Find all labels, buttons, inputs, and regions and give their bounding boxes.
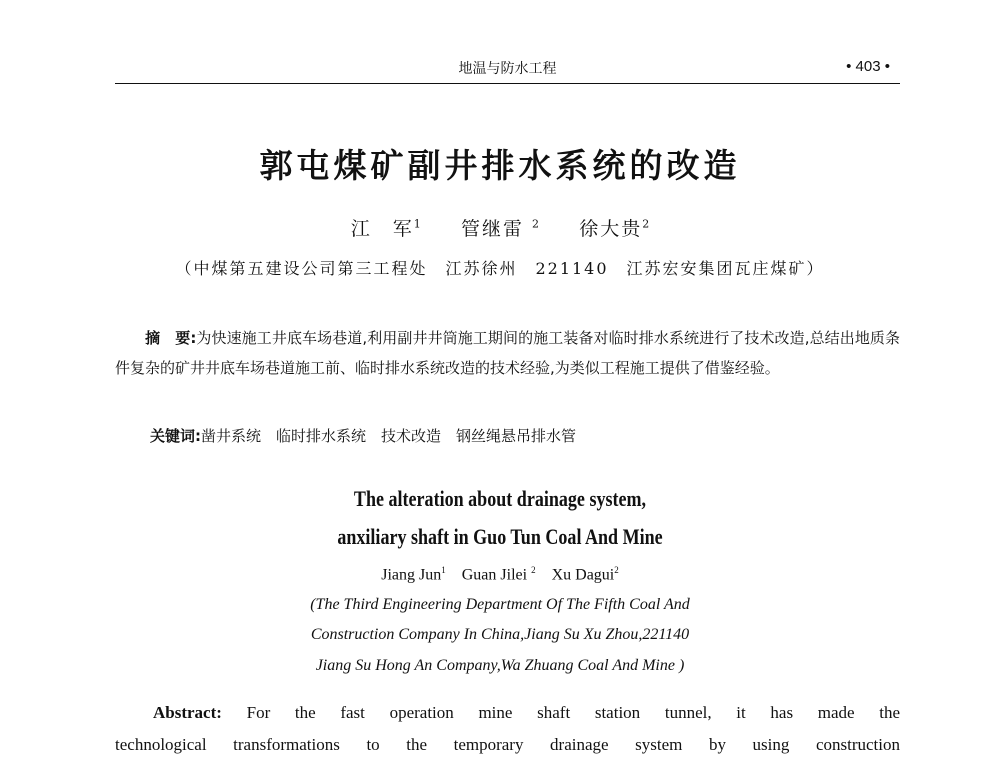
author-name: 徐大贵 [579, 218, 643, 240]
author-name: Xu Dagui [551, 566, 615, 584]
chinese-title: 郭屯煤矿副井排水系统的改造 [259, 146, 741, 185]
author-affil-mark: 2 [532, 217, 540, 231]
running-title: 地温与防水工程 [458, 61, 557, 77]
author-affil-mark: 1 [441, 565, 446, 575]
english-affiliation-line3: Jiang Su Hong An Company,Wa Zhuang Coal And Mine ) [315, 657, 685, 674]
page-number: • 403 • [846, 58, 890, 75]
chinese-authors [0, 214, 1000, 241]
author-name: 江 军 [350, 218, 414, 240]
chinese-abstract [115, 323, 900, 383]
author-name: Jiang Jun [381, 566, 442, 584]
english-affiliation-line1: (The Third Engineering Department Of The Fifth Coal And [310, 596, 690, 613]
english-authors [0, 565, 1000, 584]
author-name: Guan Jilei [461, 566, 528, 584]
keywords-text: 凿井系统 临时排水系统 技术改造 钢丝绳悬吊排水管 [201, 427, 577, 445]
abstract-text: For the fast operation mine shaft station tunnel, it has made the [246, 703, 900, 722]
abstract-text: 为快速施工井底车场巷道,利用副井井筒施工期间的施工装备对临时排水系统进行了技术改造,总结出地质条件复杂的矿井井底车场巷道施工前、临时排水系统改造的技术经验,为类似工程施工提供了借鉴经验。 [115, 329, 900, 377]
english-abstract-line2: technological transformations to the temporary drainage system by using construction [115, 735, 900, 754]
chinese-affiliation: （中煤第五建设公司第三工程处 江苏徐州 221140 江苏宏安集团瓦庄煤矿） [175, 259, 825, 278]
header-rule [115, 83, 900, 84]
author-affil-mark: 2 [531, 565, 536, 575]
english-title-line1: The alteration about drainage system, [353, 486, 647, 511]
author-affil-mark: 2 [642, 217, 650, 231]
running-header [115, 56, 900, 78]
english-abstract [115, 697, 900, 761]
chinese-keywords [150, 425, 900, 446]
abstract-label: Abstract: [153, 703, 222, 722]
english-affiliation-line2: Construction Company In China,Jiang Su Xu Zhou,221140 [310, 626, 690, 643]
author-affil-mark: 1 [413, 217, 421, 231]
english-abstract-line1 [115, 697, 900, 729]
english-title-line2: anxiliary shaft in Guo Tun Coal And Mine [337, 524, 663, 549]
author-affil-mark: 2 [614, 565, 619, 575]
author-name: 管继雷 [460, 218, 524, 240]
keywords-label: 关键词: [150, 427, 201, 445]
abstract-label: 摘 要: [145, 329, 197, 347]
